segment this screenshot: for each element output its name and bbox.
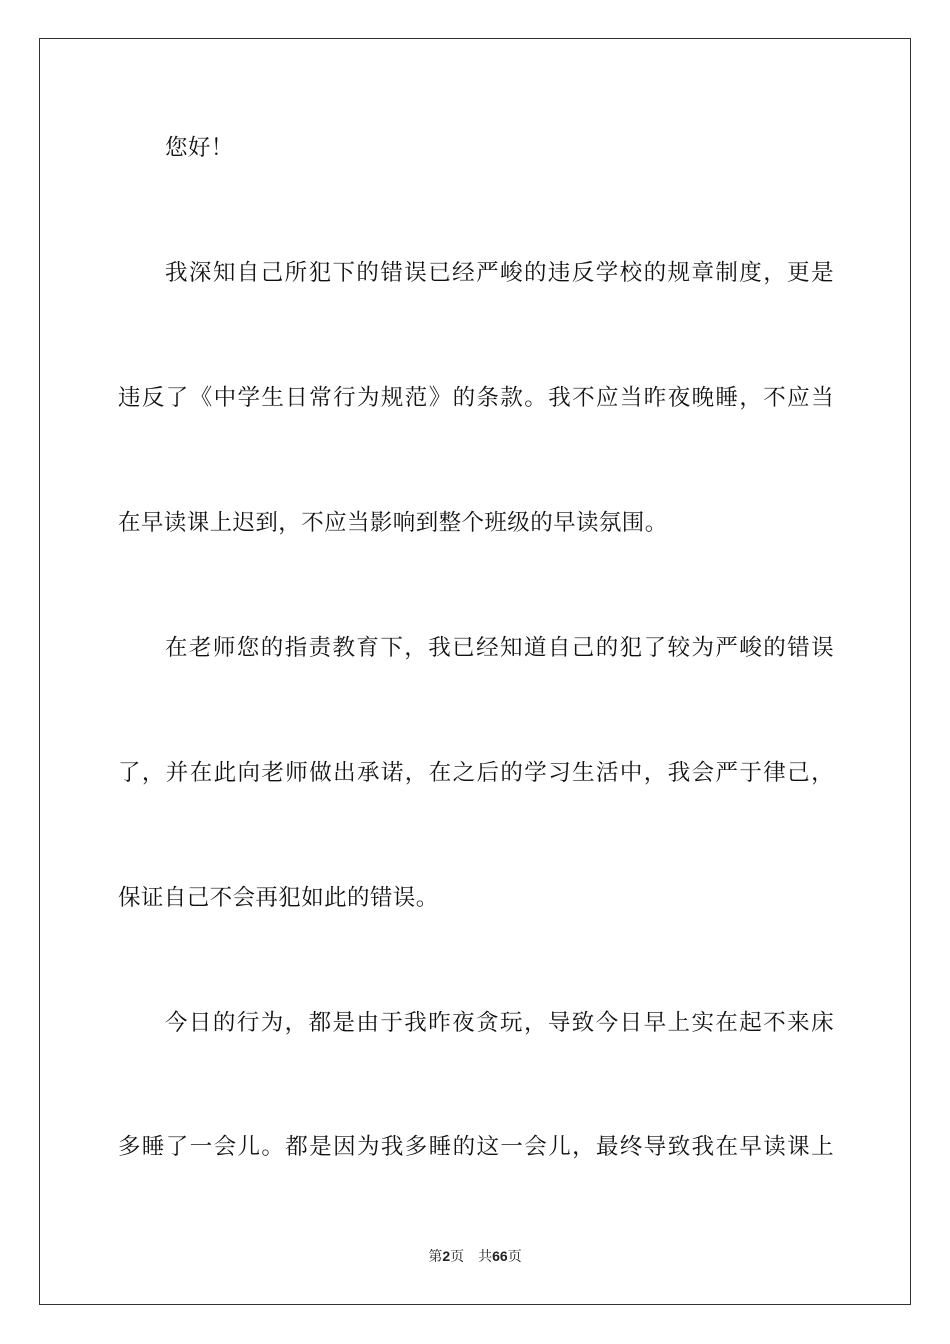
- total-pages: 66: [492, 1248, 508, 1264]
- paragraph-1-line-1: 我深知自己所犯下的错误已经严峻的违反学校的规章制度，更是: [165, 260, 834, 286]
- page-border: [39, 38, 911, 1305]
- total-prefix: 共: [478, 1249, 493, 1265]
- paragraph-1-line-3: 在早读课上迟到，不应当影响到整个班级的早读氛围。: [118, 510, 668, 536]
- total-suffix: 页: [507, 1249, 522, 1265]
- page-number: 2: [442, 1248, 451, 1264]
- paragraph-1-line-2: 违反了《中学生日常行为规范》的条款。我不应当昨夜晚睡，不应当: [118, 385, 834, 411]
- greeting-line: 您好！: [165, 135, 234, 161]
- page-footer: [0, 1246, 950, 1267]
- page-suffix: 页: [450, 1249, 465, 1265]
- page-prefix: 第: [428, 1249, 443, 1265]
- paragraph-2-line-3: 保证自己不会再犯如此的错误。: [118, 885, 439, 911]
- paragraph-2-line-1: 在老师您的指责教育下，我已经知道自己的犯了较为严峻的错误: [165, 635, 834, 661]
- paragraph-3-line-1: 今日的行为，都是由于我昨夜贪玩，导致今日早上实在起不来床: [165, 1010, 834, 1036]
- paragraph-3-line-2: 多睡了一会儿。都是因为我多睡的这一会儿，最终导致我在早读课上: [118, 1134, 834, 1160]
- paragraph-2-line-2: 了，并在此向老师做出承诺，在之后的学习生活中，我会严于律己，: [118, 760, 834, 786]
